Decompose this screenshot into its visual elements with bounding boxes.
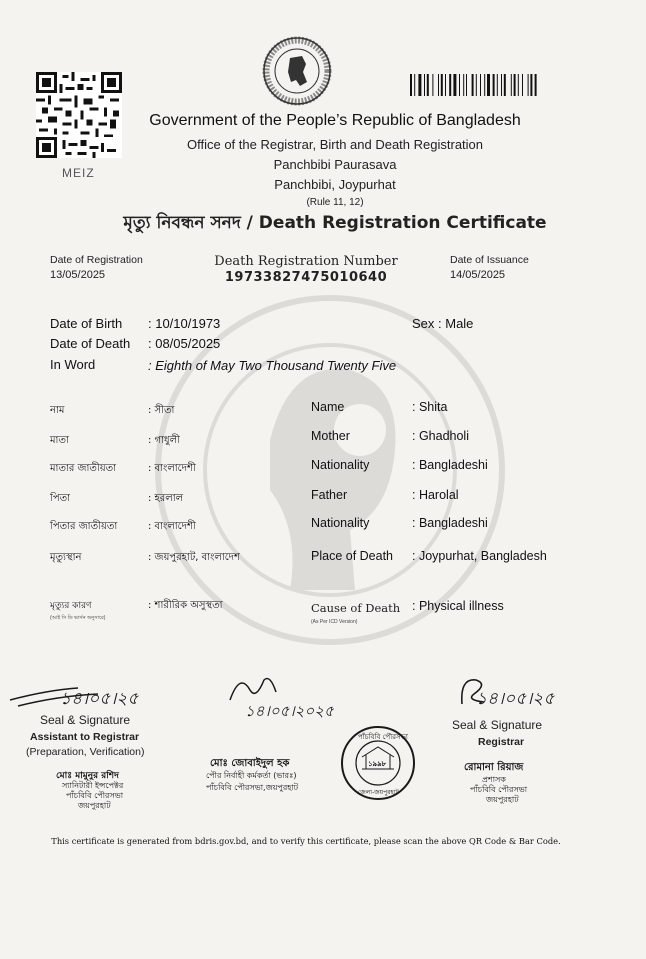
registrar-stamp-org: পাঁচবিবি পৌরসভা bbox=[470, 785, 528, 794]
seal-bottom-text: জেলা-জয়পুরহাট bbox=[358, 789, 399, 796]
date-of-issuance-value: 14/05/2025 bbox=[450, 269, 506, 281]
bn-father-nationality-label: পিতার জাতীয়তা bbox=[50, 521, 118, 532]
assistant-role-note: (Preparation, Verification) bbox=[26, 746, 145, 758]
registrar-stamp-name: রোমানা রিয়াজ bbox=[464, 762, 524, 773]
father-value: : Harolal bbox=[412, 488, 459, 502]
place-of-death-value: : Joypurhat, Bangladesh bbox=[412, 549, 547, 563]
registrar-signature-date: ১৪।০৫।২৫ bbox=[476, 689, 555, 709]
registration-number-value: 19733827475010640 bbox=[224, 270, 388, 285]
bn-mother-nationality-value: : বাংলাদেশী bbox=[148, 463, 196, 474]
seal-year: ১৯৯৮ bbox=[368, 760, 387, 768]
bn-name-label: নাম bbox=[50, 405, 65, 416]
date-of-death-label: Date of Death bbox=[50, 336, 131, 351]
bn-mother-value: : গাধুলী bbox=[148, 435, 180, 446]
government-emblem bbox=[262, 36, 332, 106]
registrar-role: Registrar bbox=[478, 736, 525, 748]
bn-place-of-death-label: মৃত্যুস্থান bbox=[50, 552, 82, 563]
assistant-stamp-name: মোঃ মামুনুর রশিদ bbox=[56, 771, 119, 781]
assistant-seal-label: Seal & Signature bbox=[40, 713, 131, 727]
mother-label: Mother bbox=[311, 429, 350, 443]
assistant-stamp-role: স্যানিটারী ইন্সপেক্টর bbox=[62, 781, 124, 790]
cause-label: Cause of Death bbox=[311, 601, 401, 615]
executive-stamp-name: মোঃ জোবাইদুল হক bbox=[210, 758, 290, 769]
bn-father-value: : হরলাল bbox=[148, 493, 184, 504]
rule-reference: (Rule 11, 12) bbox=[306, 197, 364, 208]
date-of-death-value: : 08/05/2025 bbox=[148, 336, 221, 351]
bn-mother-nationality-label: মাতার জাতীয়তা bbox=[50, 463, 117, 474]
mother-nationality-label: Nationality bbox=[311, 458, 370, 472]
in-word-value: : Eighth of May Two Thousand Twenty Five bbox=[148, 358, 397, 373]
assistant-stamp-place: জয়পুরহাট bbox=[78, 801, 111, 810]
office-place-line1: Panchbibi Paurasava bbox=[273, 157, 397, 172]
date-of-issuance-label: Date of Issuance bbox=[450, 254, 529, 266]
assistant-signature-date: ১৪।০৫।২৫ bbox=[60, 689, 139, 709]
date-of-registration-label: Date of Registration bbox=[50, 254, 143, 266]
office-place-line2: Panchbibi, Joypurhat bbox=[274, 177, 396, 192]
mother-nationality-value: : Bangladeshi bbox=[412, 458, 488, 472]
verification-footer: This certificate is generated from bdris.gov.bd, and to verify this certificate, please scan the above QR Code & Bar Code. bbox=[51, 836, 561, 846]
father-nationality-label: Nationality bbox=[311, 516, 370, 530]
registrar-stamp-role: প্রশাসক bbox=[482, 775, 506, 784]
bn-place-of-death-value: : জয়পুরহাট, বাংলাদেশ bbox=[148, 552, 240, 563]
executive-stamp-org: পাঁচবিবি পৌরসভা,জয়পুরহাট bbox=[206, 783, 299, 792]
in-word-label: In Word bbox=[50, 357, 96, 372]
name-label: Name bbox=[311, 400, 345, 414]
bn-father-nationality-value: : বাংলাদেশী bbox=[148, 521, 196, 532]
date-of-birth-value: : 10/10/1973 bbox=[148, 316, 221, 331]
executive-stamp-role: পৌর নির্বাহী কর্মকর্তা (ভারঃ) bbox=[206, 771, 297, 780]
qr-caption: MEIZ bbox=[62, 166, 95, 180]
bn-father-label: পিতা bbox=[50, 493, 71, 504]
father-nationality-value: : Bangladeshi bbox=[412, 516, 488, 530]
father-label: Father bbox=[311, 488, 348, 502]
assistant-role: Assistant to Registrar bbox=[30, 731, 140, 743]
mother-value: : Ghadholi bbox=[412, 429, 469, 443]
cause-value: : Physical illness bbox=[412, 599, 504, 613]
bn-mother-label: মাতা bbox=[50, 435, 69, 446]
bn-cause-value: : শারীরিক অসুস্থতা bbox=[148, 600, 223, 611]
registrar-signature-block bbox=[440, 672, 600, 802]
office-title: Office of the Registrar, Birth and Death Registration bbox=[186, 137, 484, 152]
name-value: : Shita bbox=[412, 400, 448, 414]
registrar-stamp-place: জয়পুরহাট bbox=[486, 795, 519, 804]
assistant-registrar-signature-block bbox=[0, 680, 170, 810]
barcode bbox=[410, 74, 576, 96]
executive-signature-date: ১৪।০৫।২০২৫ bbox=[245, 702, 334, 720]
assistant-stamp-org: পাঁচবিবি পৌরসভা bbox=[66, 791, 124, 800]
certificate-title: মৃত্যু নিবন্ধন সনদ / Death Registration Certificate bbox=[123, 213, 547, 233]
bn-name-value: : সীতা bbox=[148, 405, 175, 416]
government-title: Government of the People’s Republic of Bangladesh bbox=[149, 112, 521, 129]
cause-note: (As Per ICD Version) bbox=[311, 619, 358, 625]
registrar-seal-label: Seal & Signature bbox=[452, 718, 543, 732]
municipality-round-seal bbox=[340, 725, 416, 801]
sex-value: Sex : Male bbox=[412, 316, 474, 331]
date-of-birth-label: Date of Birth bbox=[50, 316, 123, 331]
place-of-death-label: Place of Death bbox=[311, 549, 393, 563]
bn-cause-note: (আই সি ডি ভার্সন অনুসারে) bbox=[50, 615, 106, 621]
seal-top-text: পাঁচবিবি পৌরসভা bbox=[358, 733, 408, 741]
date-of-registration-value: 13/05/2025 bbox=[50, 269, 106, 281]
registration-number-label: Death Registration Number bbox=[214, 254, 398, 269]
bn-cause-label: মৃত্যুর কারণ bbox=[50, 601, 92, 611]
